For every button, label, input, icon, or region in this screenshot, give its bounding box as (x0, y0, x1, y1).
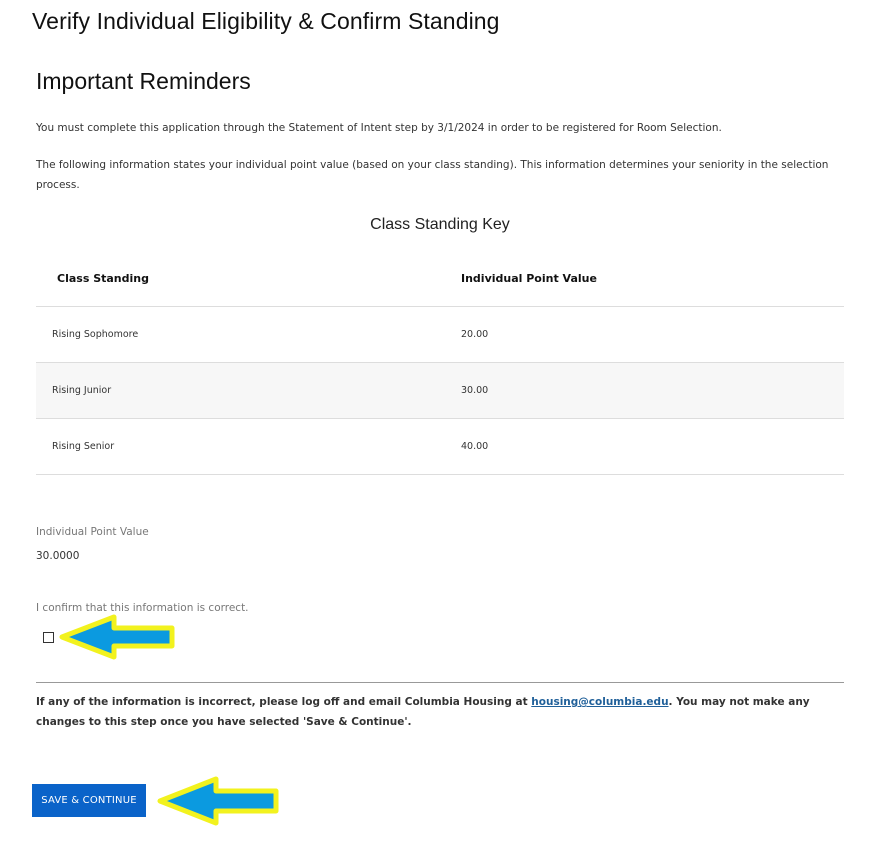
notice-text-start: If any of the information is incorrect, please log off and email Columbia Housing at (36, 696, 532, 708)
save-and-continue-button[interactable]: SAVE & CONTINUE (32, 784, 146, 817)
cell-class-standing: Rising Senior (36, 419, 461, 475)
confirm-checkbox[interactable] (43, 632, 54, 643)
table-row (36, 363, 844, 419)
annotation-arrow-icon (58, 612, 178, 662)
class-standing-table (36, 250, 844, 475)
deadline-reminder-text: You must complete this application through the Statement of Intent step by 3/1/2024 in order to be registered for Room Selection. (36, 122, 722, 134)
cell-point-value: 30.00 (461, 363, 844, 419)
column-header-point-value: Individual Point Value (461, 250, 844, 307)
individual-point-value-label: Individual Point Value (36, 526, 149, 538)
notice-text-end: . You may not make any changes to this step once you have selected 'Save & Continue'. (36, 696, 810, 728)
table-row (36, 419, 844, 475)
table-header-row (36, 250, 844, 307)
incorrect-info-notice (36, 692, 836, 732)
confirm-label: I confirm that this information is correct. (36, 602, 249, 614)
cell-class-standing: Rising Sophomore (36, 307, 461, 363)
important-reminders-heading: Important Reminders (36, 68, 251, 94)
cell-point-value: 20.00 (461, 307, 844, 363)
column-header-class-standing: Class Standing (36, 250, 461, 307)
housing-email-link[interactable]: housing@columbia.edu (531, 696, 669, 708)
cell-class-standing: Rising Junior (36, 363, 461, 419)
section-divider (36, 682, 844, 683)
table-row (36, 307, 844, 363)
class-standing-key-title: Class Standing Key (370, 216, 510, 233)
annotation-arrow-icon (156, 774, 282, 828)
cell-point-value: 40.00 (461, 419, 844, 475)
page-title: Verify Individual Eligibility & Confirm Standing (32, 8, 500, 34)
point-value-info-text: The following information states your individual point value (based on your class standing). This information determines your seniority in the selection process. (36, 159, 829, 191)
individual-point-value: 30.0000 (36, 550, 80, 562)
